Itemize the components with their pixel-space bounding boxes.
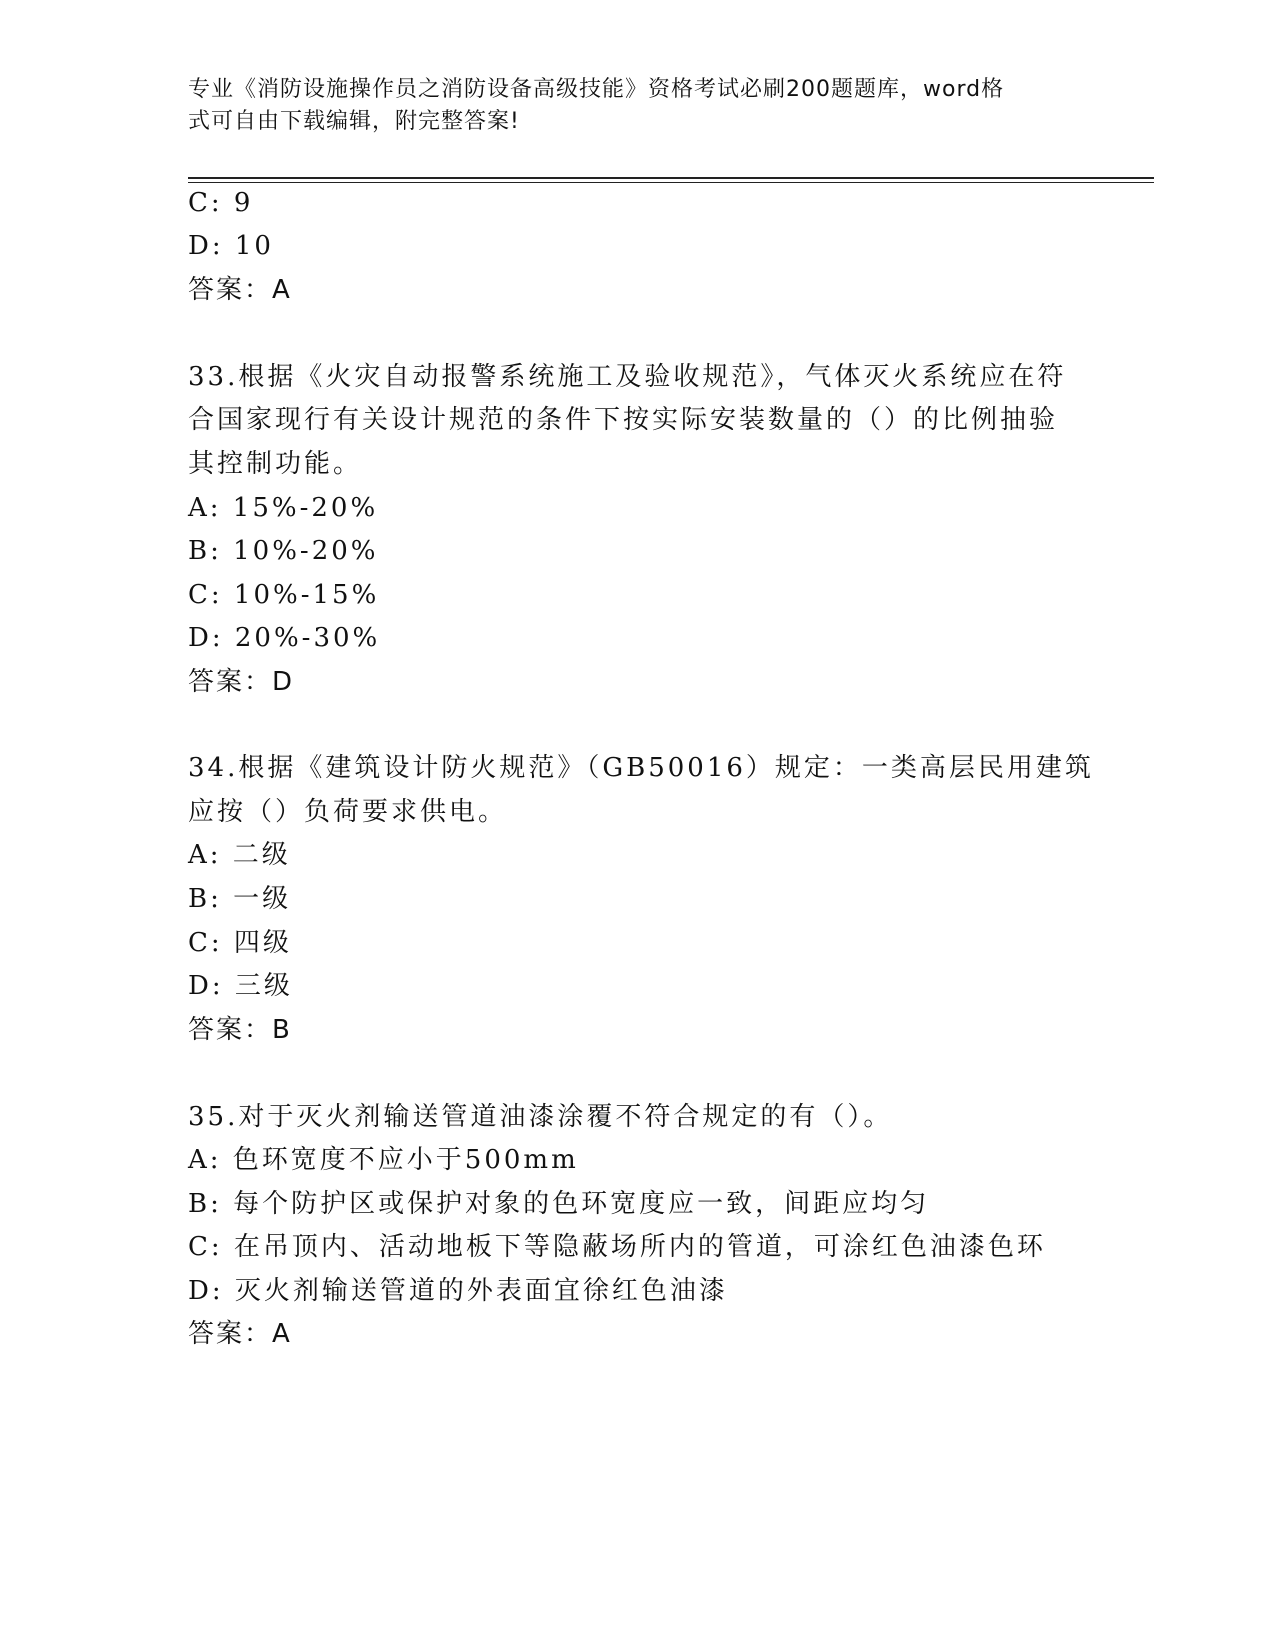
q34-stem-line-1: 34.根据《建筑设计防火规范》（GB50016）规定：一类高层民用建筑 bbox=[188, 753, 1094, 783]
q35-option-b: B: 每个防护区或保护对象的色环宽度应一致，间距应均匀 bbox=[188, 1189, 930, 1219]
q34-option-c: C: 四级 bbox=[188, 928, 292, 958]
header-title-line-1: 专业《消防设施操作员之消防设备高级技能》资格考试必刷200题题库，word格 bbox=[188, 77, 1005, 102]
q34-option-b: B: 一级 bbox=[188, 884, 292, 914]
prev-option-c: C: 9 bbox=[188, 188, 254, 218]
q33-stem-line-1: 33.根据《火灾自动报警系统施工及验收规范》，气体灭火系统应在符 bbox=[188, 362, 1067, 392]
q34-answer: 答案：B bbox=[188, 1015, 292, 1045]
header-divider-thin bbox=[188, 182, 1154, 183]
q34-stem-line-2: 应按（）负荷要求供电。 bbox=[188, 797, 508, 827]
q33-option-c: C: 10%-15% bbox=[188, 580, 380, 610]
q34-option-a: A: 二级 bbox=[188, 840, 291, 870]
q35-answer: 答案：A bbox=[188, 1319, 292, 1349]
header-divider-thick bbox=[188, 177, 1154, 179]
prev-option-d: D: 10 bbox=[188, 231, 274, 261]
q33-option-d: D: 20%-30% bbox=[188, 623, 381, 653]
q33-stem-line-2: 合国家现行有关设计规范的条件下按实际安装数量的（）的比例抽验 bbox=[188, 405, 1059, 435]
q33-stem-line-3: 其控制功能。 bbox=[188, 449, 363, 479]
q35-option-a: A: 色环宽度不应小于500mm bbox=[188, 1145, 579, 1175]
q33-option-b: B: 10%-20% bbox=[188, 536, 379, 566]
q33-option-a: A: 15%-20% bbox=[188, 493, 379, 523]
header-title-line-2: 式可自由下载编辑，附完整答案! bbox=[188, 109, 520, 134]
q35-option-d: D: 灭火剂输送管道的外表面宜徐红色油漆 bbox=[188, 1276, 728, 1306]
q34-option-d: D: 三级 bbox=[188, 971, 293, 1001]
document-header bbox=[188, 74, 1068, 138]
q35-stem-line-1: 35.对于灭火剂输送管道油漆涂覆不符合规定的有（）。 bbox=[188, 1102, 893, 1132]
prev-answer: 答案：A bbox=[188, 275, 292, 305]
q35-option-c: C: 在吊顶内、活动地板下等隐蔽场所内的管道，可涂红色油漆色环 bbox=[188, 1232, 1046, 1262]
q33-answer: 答案：D bbox=[188, 667, 295, 697]
